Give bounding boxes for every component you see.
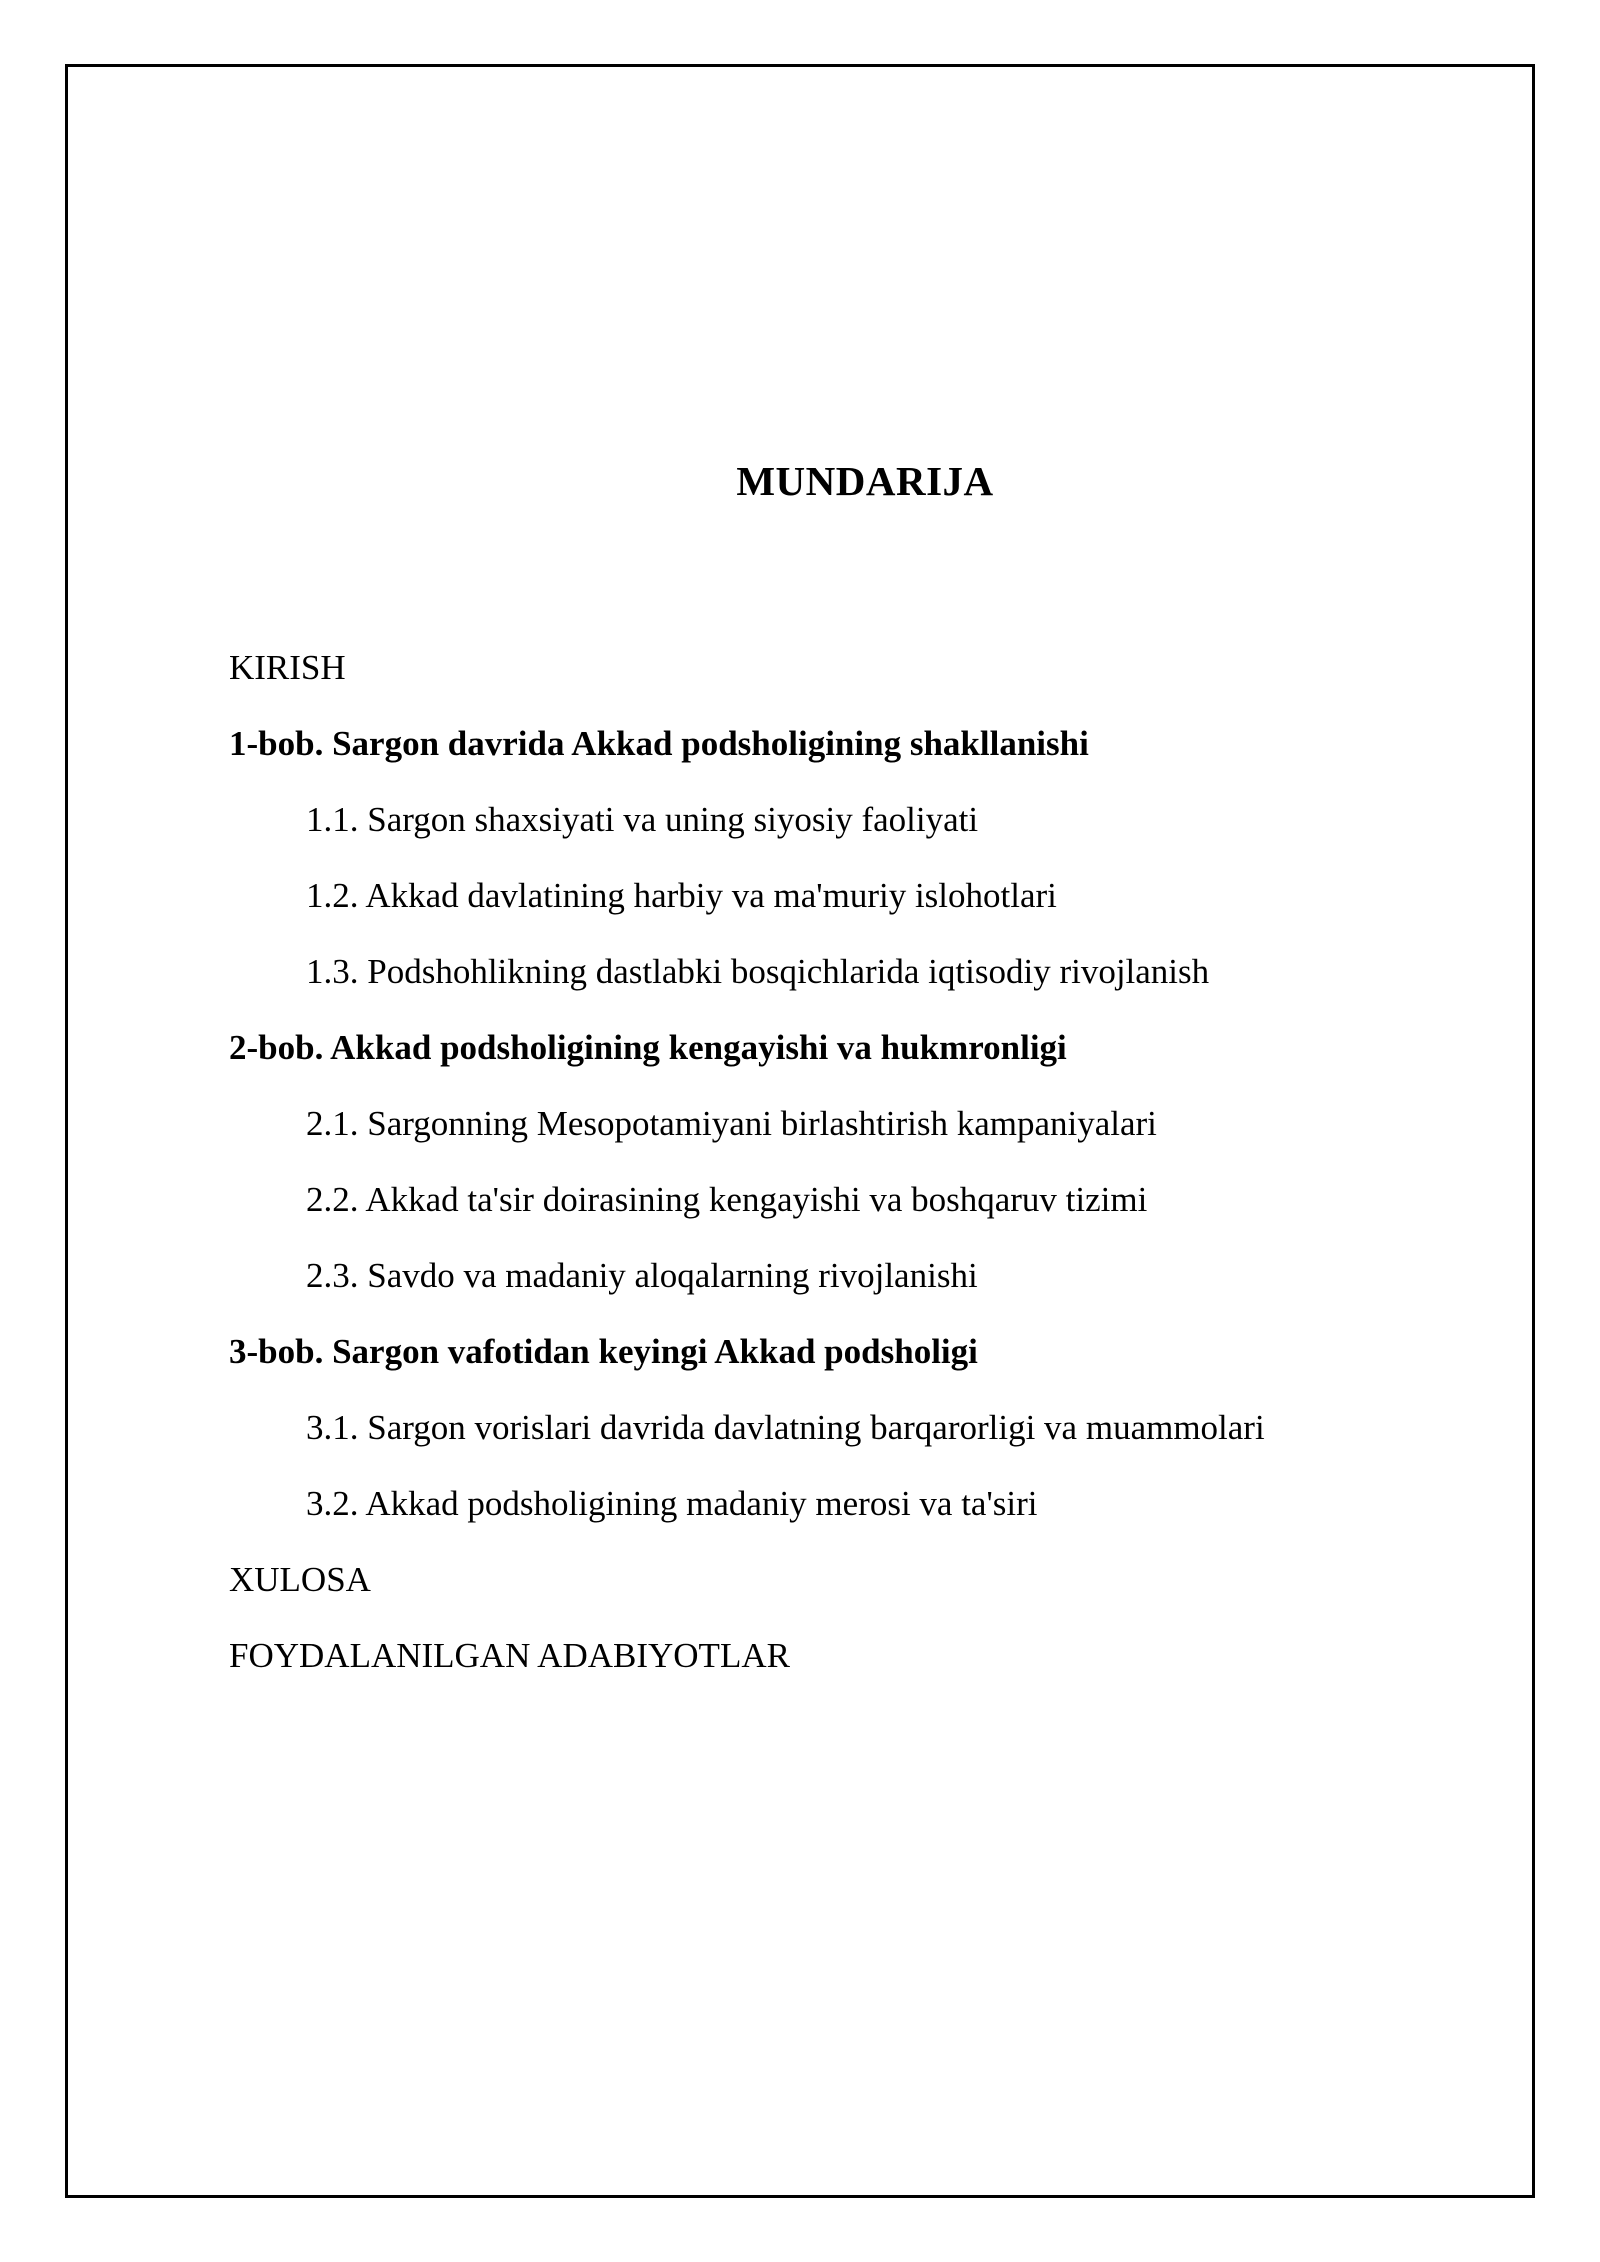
toc-section-1-1: 1.1. Sargon shaxsiyati va uning siyosiy faoliyati — [306, 800, 979, 839]
toc-entry-references: FOYDALANILGAN ADABIYOTLAR — [229, 1636, 790, 1675]
toc-chapter-1: 1-bob. Sargon davrida Akkad podsholigining shakllanishi — [229, 724, 1089, 763]
toc-section-1-3: 1.3. Podshohlikning dastlabki bosqichlarida iqtisodiy rivojlanish — [306, 952, 1210, 991]
toc-section-2-1: 2.1. Sargonning Mesopotamiyani birlashtirish kampaniyalari — [306, 1104, 1157, 1143]
toc-entry-conclusion: XULOSA — [229, 1560, 371, 1599]
toc-section-3-2: 3.2. Akkad podsholigining madaniy merosi va ta'siri — [306, 1484, 1038, 1523]
toc-section-1-2: 1.2. Akkad davlatining harbiy va ma'muriy islohotlari — [306, 876, 1057, 915]
toc-title: MUNDARIJA — [736, 458, 994, 504]
toc-chapter-3: 3-bob. Sargon vafotidan keyingi Akkad podsholigi — [229, 1332, 978, 1371]
toc-section-2-2: 2.2. Akkad ta'sir doirasining kengayishi va boshqaruv tizimi — [306, 1180, 1148, 1219]
toc-section-2-3: 2.3. Savdo va madaniy aloqalarning rivojlanishi — [306, 1256, 978, 1295]
toc-entry-introduction: KIRISH — [229, 648, 346, 687]
toc-list — [229, 640, 1509, 1704]
toc-chapter-2: 2-bob. Akkad podsholigining kengayishi va hukmronligi — [229, 1028, 1067, 1067]
toc-section-3-1: 3.1. Sargon vorislari davrida davlatning barqarorligi va muammolari — [306, 1408, 1265, 1447]
